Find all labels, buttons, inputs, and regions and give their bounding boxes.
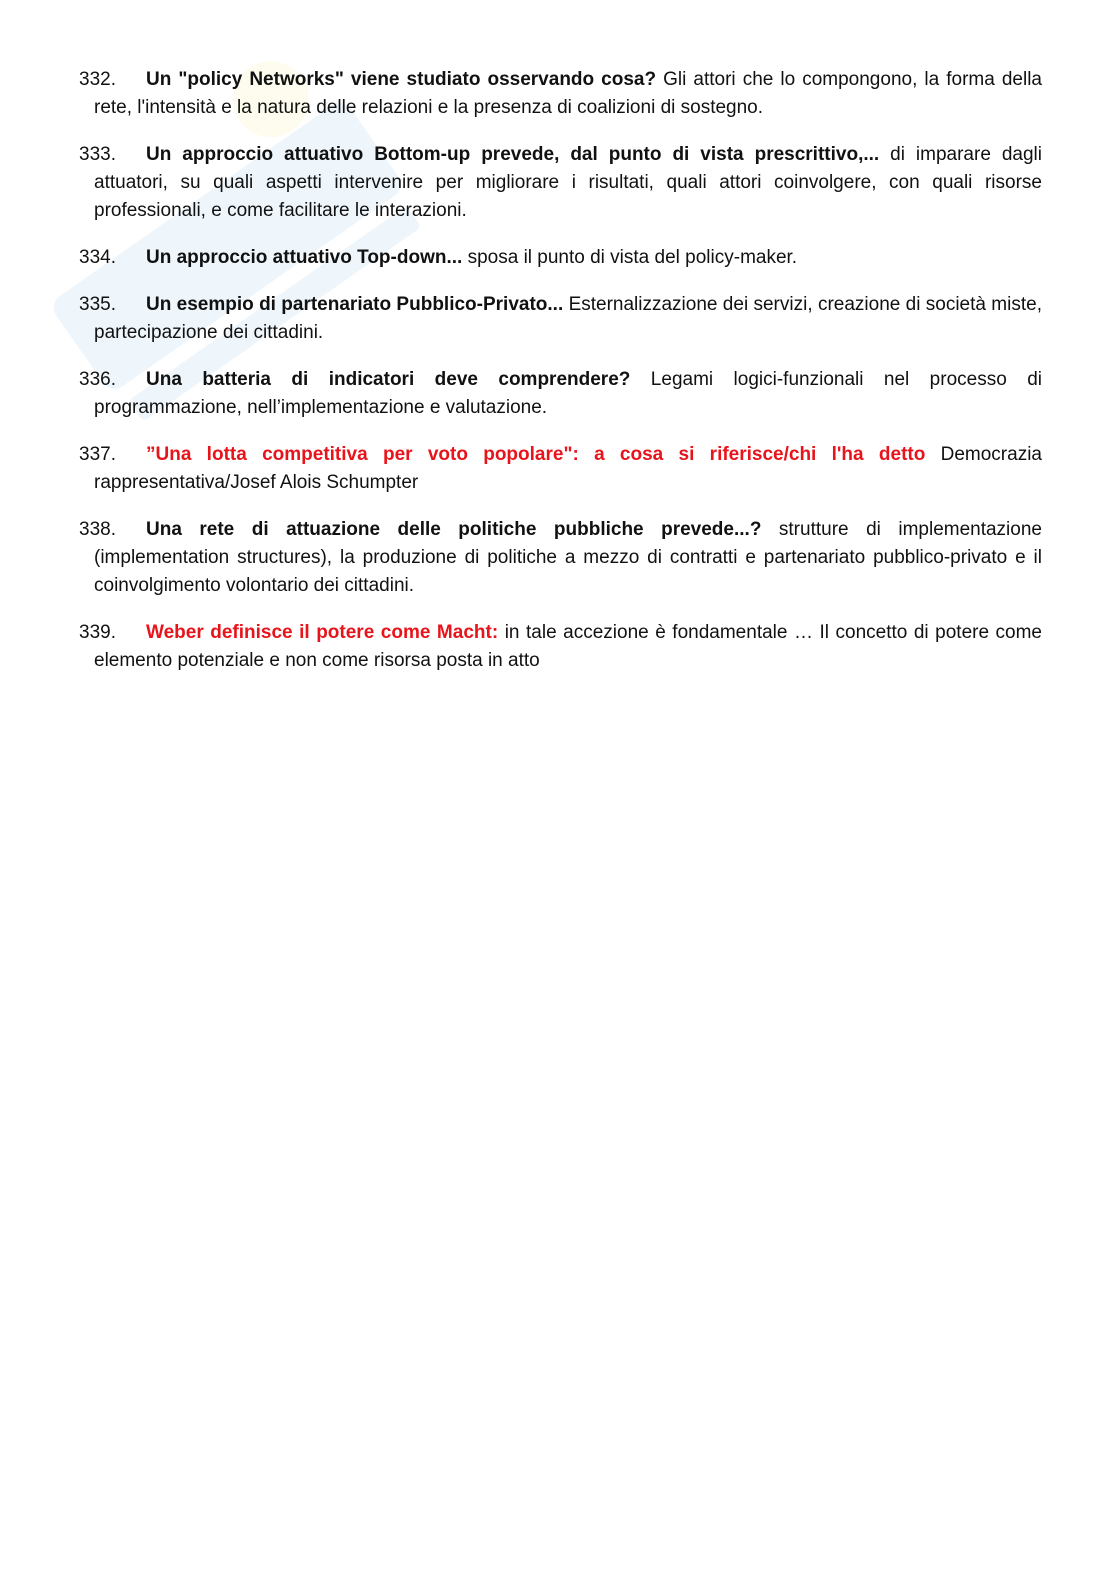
question-text: Un approccio attuativo Bottom-up prevede, dal punto di vista prescrittivo,...: [146, 144, 880, 165]
qa-item-336: [79, 366, 1042, 422]
answer-text: Legami logici-funzionali nel processo di programmazione, nell’implementazione e valutazione.: [94, 369, 1042, 418]
answer-text: Esternalizzazione dei servizi, creazione di società miste, partecipazione dei cittadini.: [94, 294, 1042, 343]
qa-item-335: [79, 291, 1042, 347]
answer-text: in tale accezione è fondamentale … Il concetto di potere come elemento potenziale e non come risorsa posta in atto: [94, 622, 1043, 671]
item-number: 334.: [79, 247, 116, 268]
question-answer-list: [79, 66, 1042, 694]
question-text-highlighted: ”Una lotta competitiva per voto popolare": a cosa si riferisce/chi l'ha detto: [146, 444, 926, 465]
item-number: 335.: [79, 294, 116, 315]
item-number: 336.: [79, 369, 116, 390]
answer-text: sposa il punto di vista del policy-maker.: [462, 247, 798, 268]
qa-item-332: [79, 66, 1042, 122]
question-text: Una batteria di indicatori deve comprendere?: [146, 369, 631, 390]
question-text: Un esempio di partenariato Pubblico-Privato...: [146, 294, 564, 315]
question-text-highlighted: Weber definisce il potere come Macht:: [146, 622, 499, 643]
qa-item-334: [79, 244, 1042, 272]
answer-text: strutture di implementazione (implementation structures), la produzione di politiche a mezzo di contratti e partenariato pubblico-privato e il coinvolgimento volontario dei cittadini.: [94, 519, 1042, 596]
question-text: Un "policy Networks" viene studiato osservando cosa?: [146, 69, 657, 90]
answer-text: Gli attori che lo compongono, la forma della rete, l'intensità e la natura delle relazioni e la presenza di coalizioni di sostegno.: [94, 69, 1042, 118]
qa-item-333: [79, 141, 1042, 225]
question-text: Un approccio attuativo Top-down...: [146, 247, 463, 268]
item-number: 338.: [79, 519, 116, 540]
item-number: 333.: [79, 144, 116, 165]
qa-item-337: [79, 441, 1042, 497]
qa-item-339: [79, 619, 1042, 675]
qa-item-338: [79, 516, 1042, 600]
answer-text: Democrazia rappresentativa/Josef Alois Schumpter: [94, 444, 1042, 493]
item-number: 332.: [79, 69, 116, 90]
question-text: Una rete di attuazione delle politiche pubbliche prevede...?: [146, 519, 762, 540]
answer-text: di imparare dagli attuatori, su quali aspetti intervenire per migliorare i risultati, quali attori coinvolgere, con quali risorse professionali, e come facilitare le interazioni.: [94, 144, 1042, 221]
item-number: 339.: [79, 622, 116, 643]
item-number: 337.: [79, 444, 116, 465]
